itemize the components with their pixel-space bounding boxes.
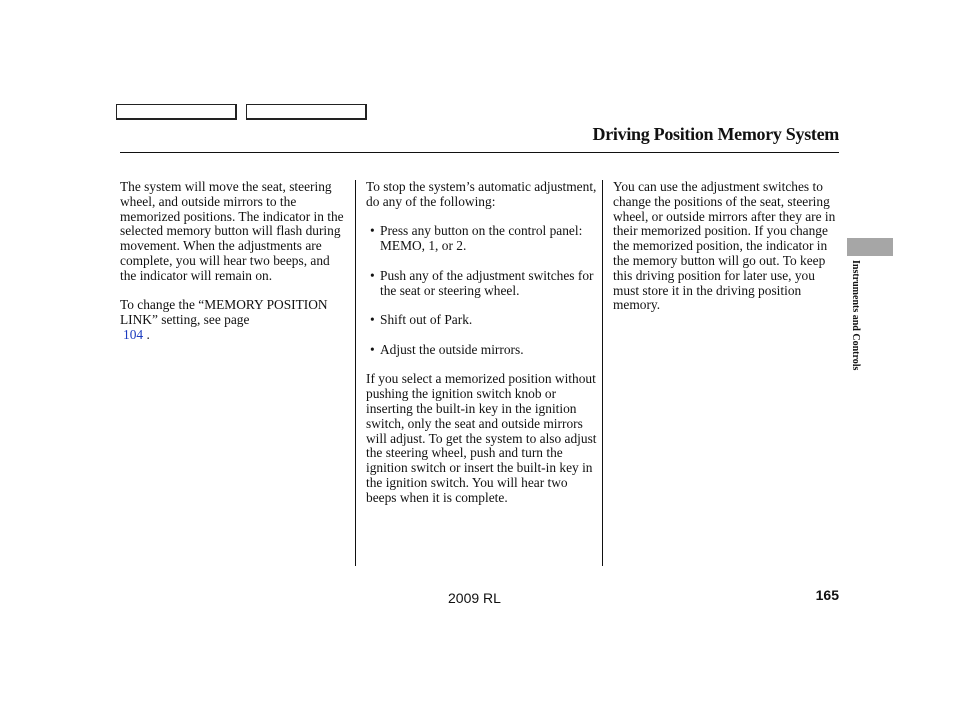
link-period: . [146, 326, 150, 342]
bullet-icon: • [370, 223, 375, 239]
page-title: Driving Position Memory System [592, 124, 839, 144]
list-item [366, 313, 598, 328]
paragraph-link-setting [120, 298, 348, 342]
footer-model: 2009 RL [448, 590, 501, 606]
section-label: Instruments and Controls [850, 260, 861, 371]
list-item [366, 269, 598, 299]
bullet-icon: • [370, 341, 375, 357]
paragraph-stop-intro: To stop the system’s automatic adjustment, do any of the following: [366, 179, 597, 209]
section-tab-marker [847, 238, 893, 256]
paragraph-adjust-switches: You can use the adjustment switches to change the positions of the seat, steering wheel, or outside mirrors after they are in their memorized position. If you change the memorized position, the indicator in the memory button will go out. To keep this driving position for later use, you must store it in the driving position memory. [613, 179, 836, 313]
list-item-text: Push any of the adjustment switches for the seat or steering wheel. [380, 267, 594, 298]
column-right [613, 180, 841, 328]
column-left [120, 180, 348, 358]
page-number: 165 [815, 587, 839, 603]
column-divider-2 [602, 180, 603, 566]
list-item [366, 224, 598, 254]
list-item-text: Shift out of Park. [380, 312, 473, 328]
bullet-icon: • [370, 267, 375, 283]
paragraph-ignition: If you select a memorized position without pushing the ignition switch knob or inserting the built-in key in the ignition switch, only the seat and outside mirrors will adjust. To get the system to also adjust the steering wheel, push and turn the ignition switch or insert the built-in key in the ignition switch. You will hear two beeps when it is complete. [366, 371, 597, 505]
link-setting-text: To change the “MEMORY POSITION LINK” setting, see page [120, 297, 328, 328]
bullet-icon: • [370, 312, 375, 328]
title-rule [120, 152, 839, 153]
page-104-link[interactable]: 104 [123, 326, 144, 342]
list-item-text: Press any button on the control panel: MEMO, 1, or 2. [380, 223, 583, 254]
column-middle [366, 180, 598, 520]
list-item [366, 343, 598, 358]
next-page-button[interactable] [246, 104, 367, 120]
column-divider-1 [355, 180, 356, 566]
paragraph-movement: The system will move the seat, steering wheel, and outside mirrors to the memorized positions. The indicator in the selected memory button will flash during movement. When the adjustments are complete, you will hear two beeps, and the indicator will remain on. [120, 179, 344, 283]
list-item-text: Adjust the outside mirrors. [380, 341, 524, 357]
previous-page-button[interactable] [116, 104, 237, 120]
